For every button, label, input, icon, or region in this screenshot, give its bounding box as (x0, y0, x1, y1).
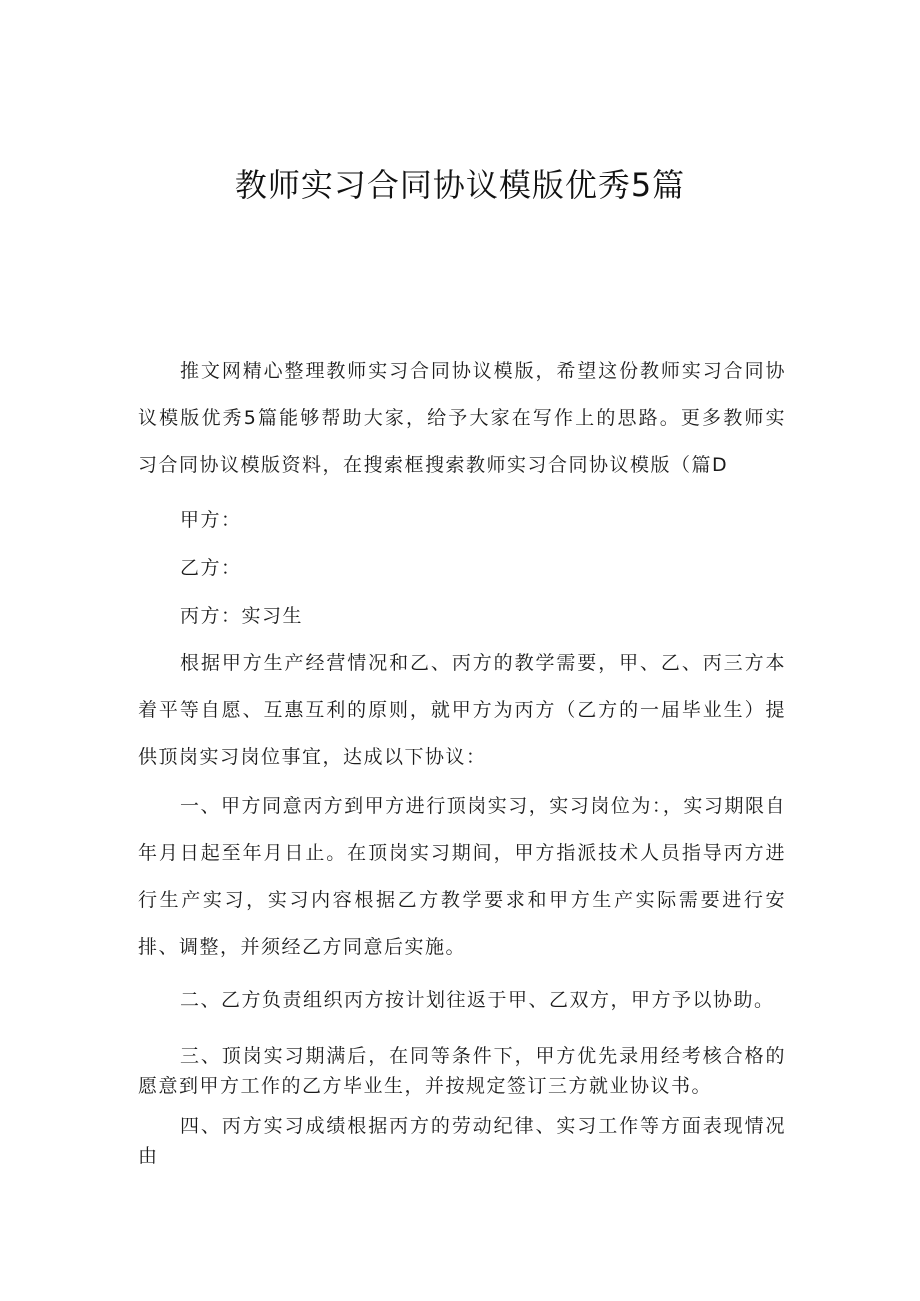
party-c-line: 丙方：实习生 (180, 605, 304, 627)
clause-3-paragraph: 三、顶岗实习期满后，在同等条件下，甲方优先录用经考核合格的愿意到甲方工作的乙方毕业生，并按规定签订三方就业协议书。 (138, 1045, 786, 1097)
clause-2-paragraph: 二、乙方负责组织丙方按计划往返于甲、乙双方，甲方予以协助。 (180, 989, 775, 1011)
document-title: 教师实习合同协议模版优秀5篇 (234, 166, 686, 204)
preamble-paragraph: 根据甲方生产经营情况和乙、丙方的教学需要，甲、乙、丙三方本着平等自愿、互惠互利的原则，就甲方为丙方（乙方的一届毕业生）提供顶岗实习岗位事宜，达成以下协议： (138, 652, 786, 768)
clause-4-paragraph: 四、丙方实习成绩根据丙方的劳动纪律、实习工作等方面表现情况由 (138, 1115, 786, 1167)
party-a-line: 甲方： (180, 509, 242, 531)
party-b-line: 乙方： (180, 557, 242, 579)
intro-paragraph: 推文网精心整理教师实习合同协议模版，希望这份教师实习合同协议模版优秀5篇能够帮助大家，给予大家在写作上的思路。更多教师实习合同协议模版资料，在搜索框搜索教师实习合同协议模版（篇D (138, 360, 786, 476)
clause-1-paragraph: 一、甲方同意丙方到甲方进行顶岗实习，实习岗位为：，实习期限自年月日起至年月日止。在顶岗实习期间，甲方指派技术人员指导丙方进行生产实习，实习内容根据乙方教学要求和甲方生产实际需要进行安排、调整，并须经乙方同意后实施。 (138, 795, 786, 958)
